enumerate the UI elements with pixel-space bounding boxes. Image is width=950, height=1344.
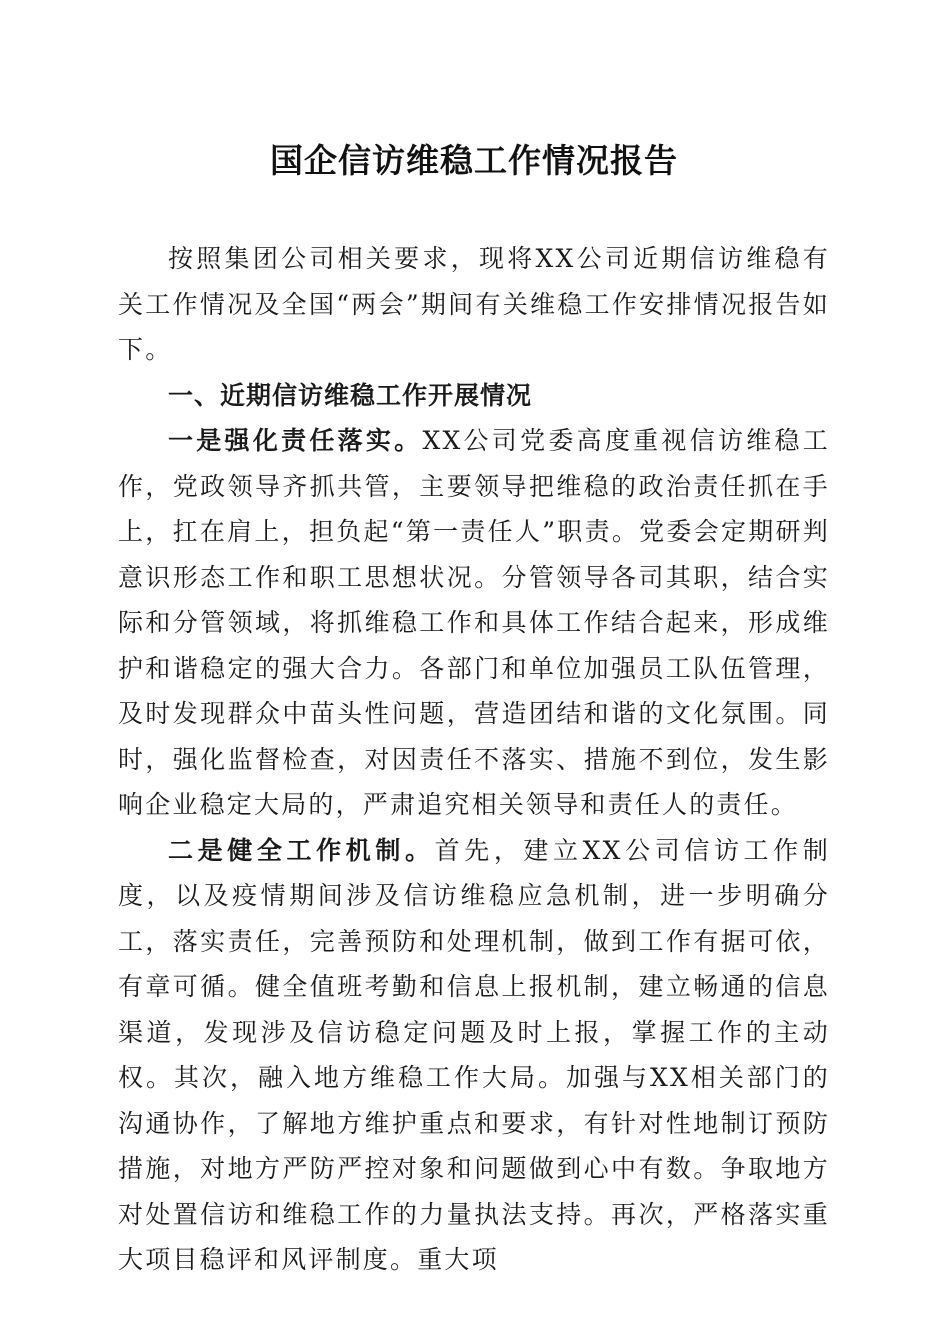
document-body — [118, 236, 830, 1283]
item-1-text: XX公司党委高度重视信访维稳工作，党政领导齐抓共管，主要领导把维稳的政治责任抓在手上，扛在肩上，担负起“第一责任人”职责。党委会定期研判意识形态工作和职工思想状况。分管领导各司其职，结合实际和分管领域，将抓维稳工作和具体工作结合起来，形成维护和谐稳定的强大合力。各部门和单位加强员工队伍管理，及时发现群众中苗头性问题，营造团结和谐的文化氛围。同时，强化监督检查，对因责任不落实、措施不到位，发生影响企业稳定大局的，严肃追究相关领导和责任人的责任。 — [118, 426, 830, 819]
section-1-heading: 一、近期信访维稳工作开展情况 — [168, 380, 533, 410]
item-2-text: 首先，建立XX公司信访工作制度，以及疫情期间涉及信访维稳应急机制，进一步明确分工，落实责任，完善预防和处理机制，做到工作有据可依，有章可循。健全值班考勤和信息上报机制，建立畅通的信息渠道，发现涉及信访稳定问题及时上报，掌握工作的主动权。其次，融入地方维稳工作大局。加强与XX相关部门的沟通协作，了解地方维护重点和要求，有针对性地制订预防措施，对地方严防严控对象和问题做到心中有数。争取地方对处置信访和维稳工作的力量执法支持。再次，严格落实重大项目稳评和风评制度。重大项 — [118, 835, 830, 1274]
item-2-paragraph — [118, 828, 830, 1283]
document-title: 国企信访维稳工作情况报告 — [270, 141, 678, 180]
item-1-lead: 一是强化责任落实。 — [168, 426, 423, 455]
item-2-lead: 二是健全工作机制。 — [168, 835, 435, 865]
intro-paragraph: 按照集团公司相关要求，现将XX公司近期信访维稳有关工作情况及全国“两会”期间有关维稳工作安排情况报告如下。 — [118, 244, 830, 364]
item-1-paragraph — [118, 418, 830, 828]
